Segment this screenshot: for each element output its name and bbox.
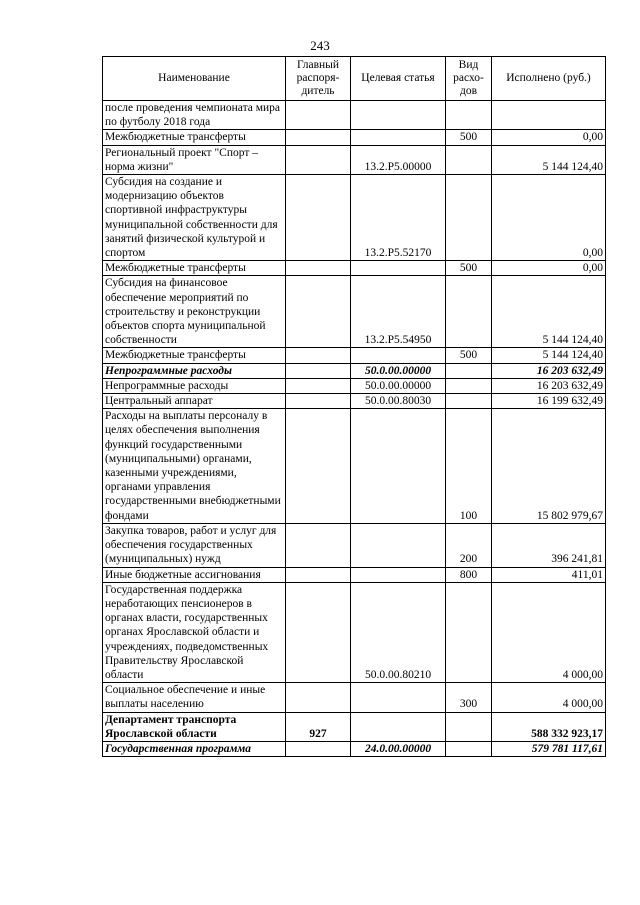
table-row [103, 567, 606, 582]
cell-amount: 16 203 632,49 [492, 363, 606, 378]
cell-admin [286, 741, 351, 756]
cell-name: Региональный проект "Спорт – норма жизни" [103, 145, 286, 174]
cell-admin: 927 [286, 712, 351, 741]
cell-name: Непрограммные расходы [103, 363, 286, 378]
table-row [103, 582, 606, 682]
table-row [103, 276, 606, 348]
cell-admin [286, 130, 351, 145]
header-admin: Главный распоря-дитель [286, 57, 351, 101]
cell-name: Расходы на выплаты персоналу в целях обеспечения выполнения функций государственными (муниципальными) органами, казенными учреждениями, органами управления государственными внебюджетными фондами [103, 409, 286, 524]
cell-admin [286, 175, 351, 261]
cell-name: Межбюджетные трансферты [103, 130, 286, 145]
table-row [103, 363, 606, 378]
page-number: 243 [310, 38, 330, 53]
cell-code [351, 683, 446, 712]
header-code: Целевая статья [351, 57, 446, 101]
cell-admin [286, 378, 351, 393]
table-row [103, 145, 606, 174]
cell-admin [286, 567, 351, 582]
cell-amount: 579 781 117,61 [492, 741, 606, 756]
cell-name: Государственная программа [103, 741, 286, 756]
cell-code [351, 348, 446, 363]
cell-amount: 396 241,81 [492, 523, 606, 567]
cell-code: 50.0.00.00000 [351, 378, 446, 393]
cell-type [446, 175, 492, 261]
cell-amount: 16 203 632,49 [492, 378, 606, 393]
cell-code: 50.0.00.00000 [351, 363, 446, 378]
cell-admin [286, 582, 351, 682]
table-row [103, 683, 606, 712]
cell-type [446, 582, 492, 682]
table-row [103, 261, 606, 276]
cell-type [446, 378, 492, 393]
cell-amount: 0,00 [492, 130, 606, 145]
table-body [103, 101, 606, 757]
cell-amount: 4 000,00 [492, 683, 606, 712]
table-row [103, 394, 606, 409]
cell-amount: 5 144 124,40 [492, 348, 606, 363]
header-amount: Исполнено (руб.) [492, 57, 606, 101]
cell-code [351, 409, 446, 524]
header-type: Вид расхо-дов [446, 57, 492, 101]
cell-type: 500 [446, 130, 492, 145]
cell-type: 200 [446, 523, 492, 567]
cell-admin [286, 394, 351, 409]
table-row [103, 348, 606, 363]
cell-admin [286, 683, 351, 712]
cell-type [446, 101, 492, 130]
cell-admin [286, 145, 351, 174]
cell-name: Закупка товаров, работ и услуг для обеспечения государственных (муниципальных) нужд [103, 523, 286, 567]
cell-code: 50.0.00.80210 [351, 582, 446, 682]
cell-name: Центральный аппарат [103, 394, 286, 409]
cell-code: 13.2.Р5.00000 [351, 145, 446, 174]
cell-admin [286, 523, 351, 567]
cell-amount: 588 332 923,17 [492, 712, 606, 741]
cell-amount: 0,00 [492, 175, 606, 261]
cell-amount: 0,00 [492, 261, 606, 276]
cell-admin [286, 409, 351, 524]
cell-amount: 5 144 124,40 [492, 276, 606, 348]
cell-type: 500 [446, 348, 492, 363]
cell-amount: 16 199 632,49 [492, 394, 606, 409]
cell-code [351, 261, 446, 276]
cell-type [446, 741, 492, 756]
cell-amount: 411,01 [492, 567, 606, 582]
table-header-row [103, 57, 606, 101]
cell-amount [492, 101, 606, 130]
cell-admin [286, 348, 351, 363]
cell-name: после проведения чемпионата мира по футболу 2018 года [103, 101, 286, 130]
cell-name: Межбюджетные трансферты [103, 261, 286, 276]
cell-type: 800 [446, 567, 492, 582]
cell-name: Государственная поддержка неработающих пенсионеров в органах власти, государственных органах Ярославской области и учреждениях, подведомственных Правительству Ярославской области [103, 582, 286, 682]
cell-type [446, 394, 492, 409]
cell-code: 13.2.Р5.54950 [351, 276, 446, 348]
header-name: Наименование [103, 57, 286, 101]
cell-name: Социальное обеспечение и иные выплаты населению [103, 683, 286, 712]
cell-code [351, 101, 446, 130]
cell-type: 500 [446, 261, 492, 276]
cell-type [446, 276, 492, 348]
cell-code: 50.0.00.80030 [351, 394, 446, 409]
cell-name: Департамент транспорта Ярославской области [103, 712, 286, 741]
cell-type [446, 363, 492, 378]
cell-name: Субсидия на создание и модернизацию объектов спортивной инфраструктуры муниципальной собственности для занятий физической культурой и спортом [103, 175, 286, 261]
cell-code [351, 567, 446, 582]
table-row [103, 409, 606, 524]
cell-amount: 5 144 124,40 [492, 145, 606, 174]
cell-code: 13.2.Р5.52170 [351, 175, 446, 261]
cell-admin [286, 276, 351, 348]
cell-type [446, 712, 492, 741]
cell-name: Непрограммные расходы [103, 378, 286, 393]
table-row [103, 712, 606, 741]
cell-type [446, 145, 492, 174]
cell-code [351, 130, 446, 145]
budget-table [102, 56, 606, 757]
cell-code [351, 523, 446, 567]
cell-name: Иные бюджетные ассигнования [103, 567, 286, 582]
cell-admin [286, 363, 351, 378]
cell-amount: 4 000,00 [492, 582, 606, 682]
cell-name: Субсидия на финансовое обеспечение мероприятий по строительству и реконструкции объектов спорта муниципальной собственности [103, 276, 286, 348]
cell-admin [286, 101, 351, 130]
cell-code: 24.0.00.00000 [351, 741, 446, 756]
table-row [103, 523, 606, 567]
table-row [103, 378, 606, 393]
table-row [103, 175, 606, 261]
cell-code [351, 712, 446, 741]
table-row [103, 741, 606, 756]
cell-type: 300 [446, 683, 492, 712]
cell-name: Межбюджетные трансферты [103, 348, 286, 363]
table-row [103, 130, 606, 145]
cell-admin [286, 261, 351, 276]
cell-amount: 15 802 979,67 [492, 409, 606, 524]
table-row [103, 101, 606, 130]
cell-type: 100 [446, 409, 492, 524]
